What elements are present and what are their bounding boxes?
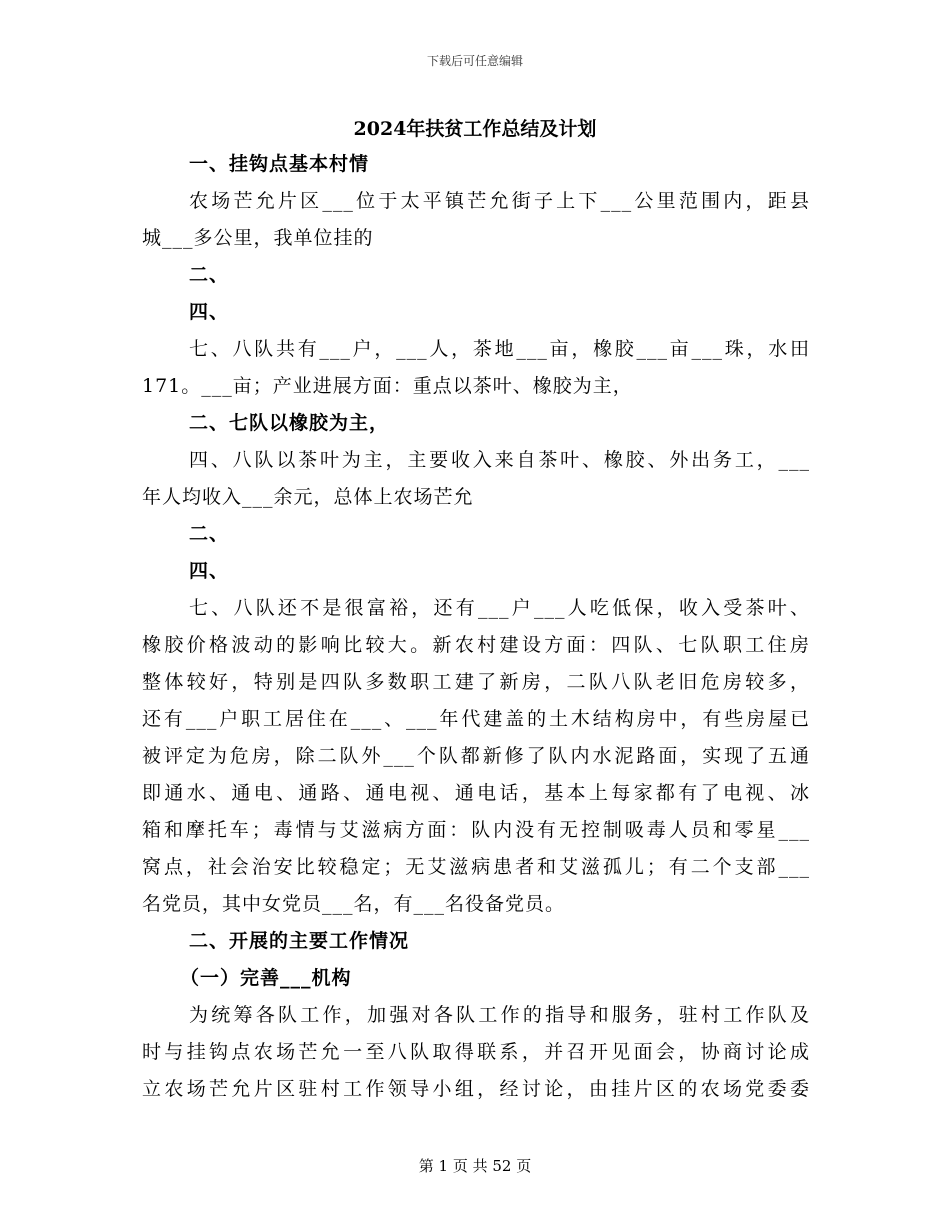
paragraph-line: 立农场芒允片区驻村工作领导小组，经讨论，由挂片区的农场党委委 (142, 1078, 810, 1100)
paragraph-line: 四、八队以茶叶为主，主要收入来自茶叶、橡胶、外出务工，___ (189, 449, 810, 471)
section-heading: 二、 (189, 523, 230, 545)
paragraph-line: 农场芒允片区___位于太平镇芒允街子上下___公里范围内，距县 (189, 190, 810, 212)
page-number: 第 1 页 共 52 页 (418, 1157, 532, 1175)
paragraph-line: 年人均收入___余元，总体上农场芒允 (142, 486, 474, 508)
body-text (142, 146, 810, 1108)
paragraph-line: 整体较好，特别是四队多数职工建了新房，二队八队老旧危房较多， (142, 671, 810, 693)
section-heading: 一、挂钩点基本村情 (189, 153, 370, 175)
paragraph-line: 城___多公里，我单位挂的 (142, 227, 374, 249)
subsection-heading: （一）完善___机构 (180, 967, 352, 989)
paragraph-line: 还有___户职工居住在___、___年代建盖的土木结构房中，有些房屋已 (142, 708, 810, 730)
paragraph-line: 为统筹各队工作，加强对各队工作的指导和服务，驻村工作队及 (189, 1004, 810, 1026)
section-heading: 四、 (189, 301, 230, 323)
paragraph-line: 七、八队共有___户，___人，茶地___亩，橡胶___亩___珠，水田 (189, 338, 810, 360)
paragraph-line: 即通水、通电、通路、通电视、通电话，基本上每家都有了电视、冰 (142, 782, 810, 804)
paragraph-line: 171。___亩；产业进展方面：重点以茶叶、橡胶为主， (142, 375, 633, 397)
paragraph-line: 箱和摩托车；毒情与艾滋病方面：队内没有无控制吸毒人员和零星___ (142, 819, 810, 841)
document-title: 2024年扶贫工作总结及计划 (353, 118, 597, 140)
paragraph-line: 橡胶价格波动的影响比较大。新农村建设方面：四队、七队职工住房 (142, 634, 810, 656)
section-heading: 二、七队以橡胶为主， (189, 412, 390, 434)
header-note: 下载后可任意编辑 (426, 54, 523, 68)
paragraph-line: 七、八队还不是很富裕，还有___户___人吃低保，收入受茶叶、 (189, 597, 810, 619)
section-heading: 二、 (189, 264, 230, 286)
section-heading: 二、开展的主要工作情况 (189, 930, 410, 952)
paragraph-line: 时与挂钩点农场芒允一至八队取得联系，并召开见面会，协商讨论成 (142, 1041, 810, 1063)
section-heading: 四、 (189, 560, 230, 582)
paragraph-line: 被评定为危房，除二队外___个队都新修了队内水泥路面，实现了五通 (142, 745, 810, 767)
paragraph-line: 名党员，其中女党员___名，有___名役备党员。 (142, 893, 566, 915)
paragraph-line: 窝点，社会治安比较稳定；无艾滋病患者和艾滋孤儿；有二个支部___ (142, 856, 810, 878)
